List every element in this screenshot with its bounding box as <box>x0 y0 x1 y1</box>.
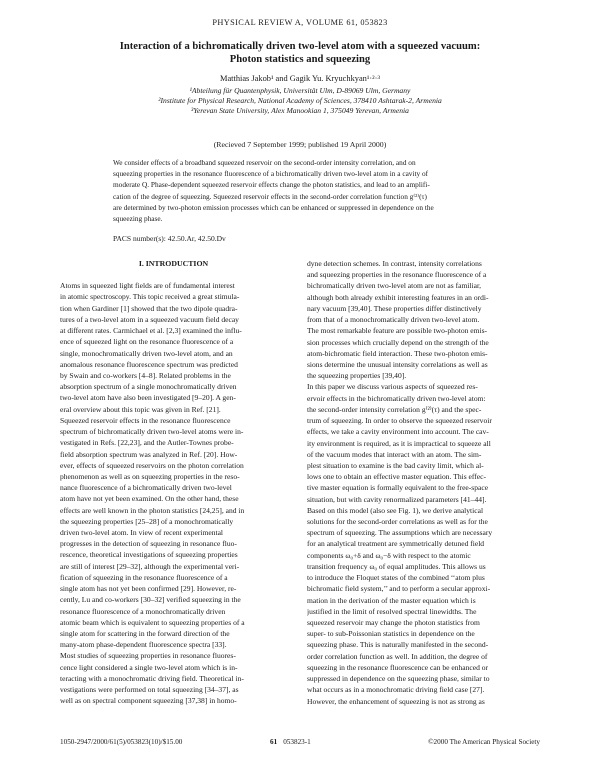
body-line: rescence, theoretical investigations of squeezing properties <box>60 550 238 560</box>
body-line: although both already exhibit interesting features in an ordi- <box>307 292 489 302</box>
paper-title <box>70 40 530 66</box>
body-line: In this paper we discuss various aspects of squeezed res- <box>307 382 478 392</box>
body-line: fication of squeezing in the resonance fluorescence of a <box>60 572 228 582</box>
body-line: atom have not yet been examined. On the other hand, these <box>60 494 239 504</box>
body-line: spectrum of squeezing. The assumptions which are necessary <box>307 528 493 538</box>
body-line: nance fluorescence of a bichromatically driven two-level <box>60 483 232 493</box>
body-line: eral overview about this topic was given in Ref. [21]. <box>60 404 221 414</box>
body-line: The most remarkable feature are possible two-photon emis- <box>307 326 488 336</box>
body-line: in atomic spectroscopy. This topic received a great stimula- <box>60 292 240 302</box>
body-line: ervoir effects in the bichromatically driven two-level atom: <box>307 393 486 403</box>
body-line: the second-order intensity correlation g⁽²⁾(τ) and the spec- <box>307 404 482 414</box>
body-line: Based on this model (also see Fig. 1), we derive analytical <box>307 505 484 515</box>
affiliations <box>0 86 600 117</box>
body-line: mation in the derivation of the master equation which is <box>307 595 476 605</box>
received-dates: (Recieved 7 September 1999; published 19 April 2000) <box>213 140 387 149</box>
body-line: for an analytical treatment are symmetrically detuned field <box>307 539 485 549</box>
body-line: suppressed in dependence on the squeezing phase, similar to <box>307 674 490 684</box>
body-line: Atoms in squeezed light fields are of fundamental interest <box>60 281 235 291</box>
body-line: ity environment is required, as it is impractical to squeeze all <box>307 438 491 448</box>
body-line: two-level atom have also been investigated [9–20]. A gen- <box>60 393 236 403</box>
body-line: to introduce the Floquet states of the combined ‘‘atom plus <box>307 573 485 583</box>
body-line: solutions for the second-order correlations as well as for the <box>307 517 488 527</box>
body-line: super- to sub-Poissonian statistics in dependence on the <box>307 629 475 639</box>
left-column <box>60 258 287 707</box>
authors: Matthias Jakob¹ and Gagik Yu. Kryuchkyan¹·²·³ <box>220 74 380 83</box>
body-line: bichromatic field system,’’ and to perform a secular approxi- <box>307 584 491 594</box>
body-line: single atom has not yet been confirmed [29]. However, re- <box>60 584 237 594</box>
body-line: justified in the limit of resolved spectral linewidths. The <box>307 606 477 616</box>
volume-number: 61 <box>270 738 278 746</box>
body-line: atom-bichromatic field interaction. These two-photon emis- <box>307 348 488 358</box>
abstract-line: We consider effects of a broadband squeezed reservoir on the second-order intensity correlation, and on <box>113 158 416 167</box>
body-line: order correlation function as well. In addition, the degree of <box>307 651 488 661</box>
body-line: tion when Gardiner [1] showed that the two dipole quadra- <box>60 303 238 313</box>
body-line: plest situation to examine is the bad cavity limit, which al- <box>307 460 484 470</box>
body-line: vestigated in Refs. [22,23], and the Autler-Townes probe- <box>60 438 234 448</box>
body-line: field absorption spectrum was analyzed in Ref. [20]. How- <box>60 449 238 459</box>
body-line: ever, effects of squeezed reservoirs on the photon correlation <box>60 460 244 470</box>
body-line: tures of a two-level atom in a squeezed vacuum field decay <box>60 314 239 324</box>
footer-copyright: ©2000 The American Physical Society <box>428 738 540 746</box>
body-line: nary vacuum [39,40]. These properties differ distinctively <box>307 303 482 313</box>
body-line: dyne detection schemes. In contrast, intensity correlations <box>307 259 482 268</box>
body-line: progresses in the detection of squeezing in resonance fluo- <box>60 539 237 549</box>
body-line: of the vacuum modes that interact with an atom. The sim- <box>307 449 482 459</box>
right-column <box>307 258 534 707</box>
body-line: well as on spectral component squeezing [37,38] in homo- <box>60 696 237 706</box>
body-line: sion processes which crucially depend on the strength of the <box>307 337 489 347</box>
body-line: situation, but with cavity renormalized parameters [41–44]. <box>307 494 487 504</box>
body-line: Squeezed reservoir effects in the resonance fluorescence <box>60 415 231 425</box>
abstract-line: are determined by two-photon emission processes which can be enhanced or suppressed in dependence on the <box>113 202 434 212</box>
body-line: resonance fluorescence of a monochromatically driven <box>60 606 226 616</box>
body-line: sions determine the unusual intensity correlations as well as <box>307 359 488 369</box>
abstract-line: cation of the degree of squeezing. Squeezed reservoir effects in the second-order correlation function g⁽²⁾(τ) <box>113 191 427 201</box>
body-line: and squeezing properties in the resonance fluorescence of a <box>307 270 487 280</box>
title-line: Photon statistics and squeezing <box>229 54 371 65</box>
body-line: single atom for scattering in the forward direction of the <box>60 629 230 638</box>
body-line: tive master equation is formally equivalent to the free-space <box>307 483 489 493</box>
pacs-numbers: PACS number(s): 42.50.Ar, 42.50.Dv <box>113 234 226 243</box>
page-id: 053823-1 <box>283 738 311 746</box>
body-line: the squeezing properties [39,40]. <box>307 371 407 381</box>
footer-code: 1050-2947/2000/61(5)/053823(10)/$15.00 <box>60 738 183 746</box>
footer-page <box>270 738 311 746</box>
affiliation: ¹Abteilung für Quantenphysik, Universität Ulm, D-89069 Ulm, Germany <box>189 86 411 95</box>
body-line: squeezing phase. This is naturally manifested in the second- <box>307 640 489 650</box>
body-line: transition frequency ω₀ of equal amplitudes. This allows us <box>307 561 486 571</box>
body-line: cently, Lu and co-workers [30–32] verified squeezing in the <box>60 595 241 605</box>
title-line: Interaction of a bichromatically driven two-level atom with a squeezed vacuum: <box>119 41 481 52</box>
body-line: are still of interest [29–32], although the experimental veri- <box>60 561 240 571</box>
body-line: effects are well known in the photon statistics [24,25], and in <box>60 505 245 515</box>
body-line: driven two-level atom. In view of recent experimental <box>60 528 224 538</box>
body-line: at different rates. Carmichael et al. [2,3] examined the influ- <box>60 326 242 336</box>
body-line: the squeezing properties [25–28] of a monochromatically <box>60 516 234 526</box>
abstract-line: squeezing phase. <box>113 214 163 224</box>
body-line: bichromatically driven two-level atom are not as familiar, <box>307 281 482 291</box>
body-line: spectrum of bichromatically driven two-level atoms were in- <box>60 427 244 437</box>
body-line: teracting with a monochromatic driving field. Theoretical in- <box>60 673 244 683</box>
body-line: components ω₀+δ and ω₀−δ with respect to the atomic <box>307 550 471 560</box>
body-line: squeezed reservoir may change the photon statistics from <box>307 618 480 627</box>
abstract-line: moderate Q. Phase-dependent squeezed reservoir effects change the photon statistics, and lead to an amplifi- <box>113 180 430 190</box>
body-line: atomic beam which is equivalent to squeezing properties of a <box>60 617 245 627</box>
affiliation: ²Institute for Physical Research, National Academy of Sciences, 378410 Ashtarak-2, Armenia <box>158 96 442 106</box>
body-line: trum of squeezing. In order to observe the squeezed reservoir <box>307 416 492 426</box>
affiliation: ³Yerevan State University, Alex Manookian 1, 375049 Yerevan, Armenia <box>191 106 409 116</box>
body-line: anomalous resonance fluorescence spectrum was predicted <box>60 359 238 369</box>
body-line: cence light considered a single two-level atom which is in- <box>60 662 238 672</box>
abstract <box>113 157 493 224</box>
body-line: many-atom phase-dependent fluorescence spectra [33]. <box>60 640 227 650</box>
body-line: ence of squeezed light on the resonance fluorescence of a <box>60 337 234 347</box>
body-line: lows one to obtain an effective master equation. This effec- <box>307 472 486 482</box>
body-line: single, monochromatically driven two-level atom, and an <box>60 348 233 358</box>
body-line: phenomenon as well as on squeezing properties in the reso- <box>60 471 240 481</box>
body-line: absorption spectrum of a single monochromatically driven <box>60 382 237 392</box>
body-line: vestigations were performed on total squeezing [34–37], as <box>60 685 239 695</box>
body-line: from that of a monochromatically driven two-level atom. <box>307 315 480 325</box>
section-heading: I. INTRODUCTION <box>138 259 209 268</box>
body-line: effects, we take a cavity environment into account. The cav- <box>307 427 489 437</box>
running-head: PHYSICAL REVIEW A, VOLUME 61, 053823 <box>212 18 388 27</box>
body-line: However, the enhancement of squeezing is not as strong as <box>307 696 485 706</box>
body-line: by Swain and co-workers [4–8]. Related problems in the <box>60 370 231 380</box>
body-line: Most studies of squeezing properties in resonance fluores- <box>60 651 236 661</box>
abstract-line: squeezing properties in the resonance fluorescence of a bichromatically driven two-level atom in a cavity of <box>113 169 429 179</box>
body-line: what occurs as in a monochromatic driving field case [27]. <box>307 685 485 695</box>
body-line: squeezing in the resonance fluorescence can be enhanced or <box>307 662 489 672</box>
